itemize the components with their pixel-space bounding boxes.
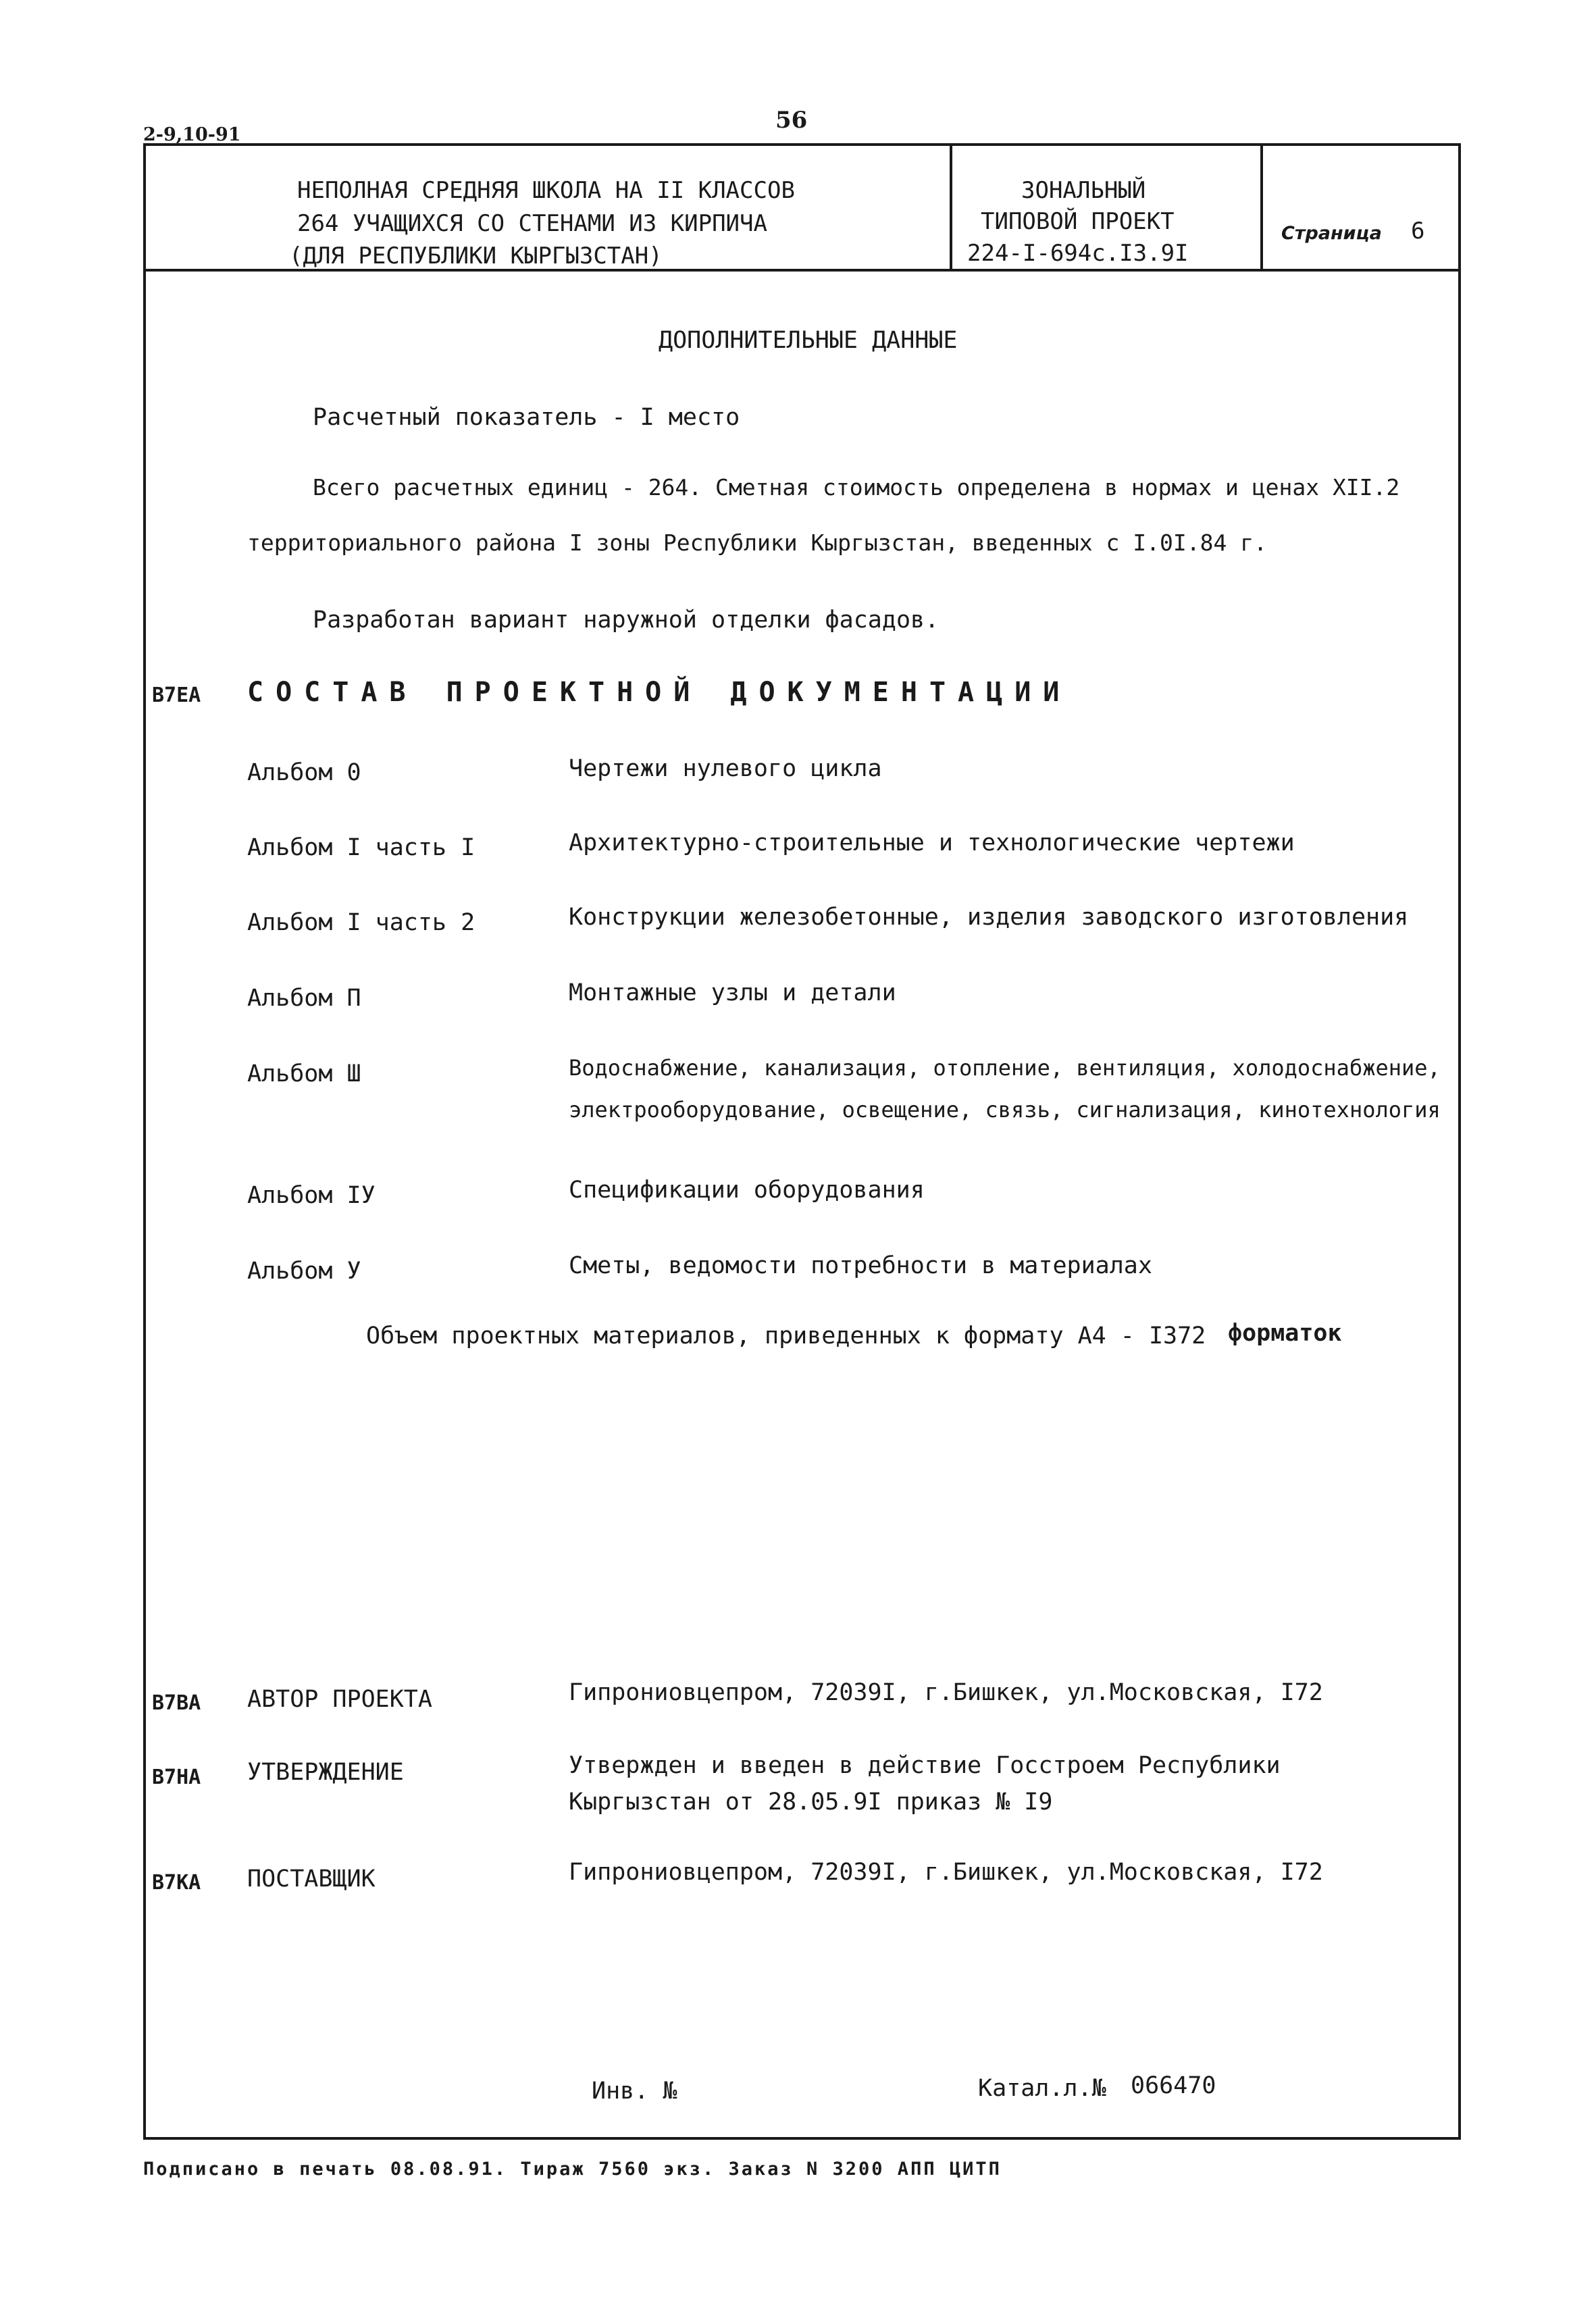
album-name: Альбом IУ — [247, 1182, 376, 1209]
header-column-divider-1 — [950, 143, 952, 270]
album-name: Альбом П — [247, 985, 361, 1012]
supplier-code: В7КА — [152, 1871, 201, 1895]
project-code: 224-I-694с.I3.9I — [967, 240, 1189, 267]
album-name: Альбом 0 — [247, 759, 361, 786]
page-frame — [143, 143, 1461, 2140]
header-title-line-2: 264 УЧАЩИХСЯ СО СТЕНАМИ ИЗ КИРПИЧА — [297, 210, 767, 237]
catalog-label: Катал.л.№ — [978, 2075, 1106, 2102]
author-value: Гипрониовцепром, 72039I, г.Бишкек, ул.Московская, I72 — [569, 1679, 1323, 1706]
approval-value-line-1: Утвержден и введен в действие Госстроем Республики — [569, 1752, 1281, 1779]
section-title: ДОПОЛНИТЕЛЬНЫЕ ДАННЫЕ — [659, 327, 958, 354]
page-label: Страница — [1281, 223, 1382, 244]
supplier-value: Гипрониовцепром, 72039I, г.Бишкек, ул.Московская, I72 — [569, 1859, 1323, 1886]
album-desc: Сметы, ведомости потребности в материалах — [569, 1252, 1152, 1279]
approval-value-line-2: Кыргызстан от 28.05.9I приказ № I9 — [569, 1789, 1053, 1816]
top-left-code: 2-9,10-91 — [143, 124, 241, 145]
album-desc: Конструкции железобетонные, изделия заводского изготовления — [569, 904, 1409, 931]
approval-code: В7НА — [152, 1766, 201, 1789]
album-desc: Водоснабжение, канализация, отопление, вентиляция, холодоснабжение, — [569, 1055, 1441, 1081]
catalog-value: 066470 — [1131, 2072, 1216, 2099]
paragraph-1-line-2: территориального района I зоны Республики Кыргызстан, введенных с I.0I.84 г. — [247, 530, 1267, 556]
project-type-line-1: ЗОНАЛЬНЫЙ — [1021, 177, 1146, 204]
album-desc: Чертежи нулевого цикла — [569, 755, 882, 782]
volume-unit: форматок — [1228, 1320, 1342, 1347]
paragraph-1-line-1: Всего расчетных единиц - 264. Сметная стоимость определена в нормах и ценах XII.2 — [313, 474, 1400, 500]
approval-label: УТВЕРЖДЕНИЕ — [247, 1759, 404, 1786]
album-desc-continued: электрооборудование, освещение, связь, сигнализация, кинотехнология — [569, 1097, 1441, 1123]
album-name: Альбом Ш — [247, 1060, 361, 1087]
header-title-line-1: НЕПОЛНАЯ СРЕДНЯЯ ШКОЛА НА II КЛАССОВ — [297, 177, 795, 204]
paragraph-2: Разработан вариант наружной отделки фасадов. — [313, 607, 939, 634]
volume-text: Объем проектных материалов, приведенных к формату А4 - I372 — [366, 1322, 1206, 1349]
album-name: Альбом У — [247, 1258, 361, 1285]
calc-indicator: Расчетный показатель - I место — [313, 404, 740, 431]
album-name: Альбом I часть 2 — [247, 909, 475, 936]
footer-print-info: Подписано в печать 08.08.91. Тираж 7560 экз. Заказ N 3200 АПП ЦИТП — [143, 2159, 1002, 2180]
author-label: АВТОР ПРОЕКТА — [247, 1686, 432, 1713]
album-desc: Архитектурно-строительные и технологические чертежи — [569, 829, 1295, 856]
project-type-line-2: ТИПОВОЙ ПРОЕКТ — [981, 208, 1175, 235]
header-title-line-3: (ДЛЯ РЕСПУБЛИКИ КЫРГЫЗСТАН) — [289, 242, 663, 269]
header-column-divider-2 — [1260, 143, 1263, 270]
album-desc: Спецификации оборудования — [569, 1177, 925, 1204]
album-desc: Монтажные узлы и детали — [569, 979, 896, 1006]
supplier-label: ПОСТАВЩИК — [247, 1866, 376, 1893]
page-value: 6 — [1411, 217, 1425, 245]
composition-title: СОСТАВ ПРОЕКТНОЙ ДОКУМЕНТАЦИИ — [247, 677, 1072, 708]
composition-code: В7ЕА — [152, 684, 201, 707]
inventory-label: Инв. № — [592, 2078, 677, 2105]
album-name: Альбом I часть I — [247, 834, 475, 861]
author-code: В7ВА — [152, 1691, 201, 1715]
page-number-top: 56 — [775, 107, 808, 134]
